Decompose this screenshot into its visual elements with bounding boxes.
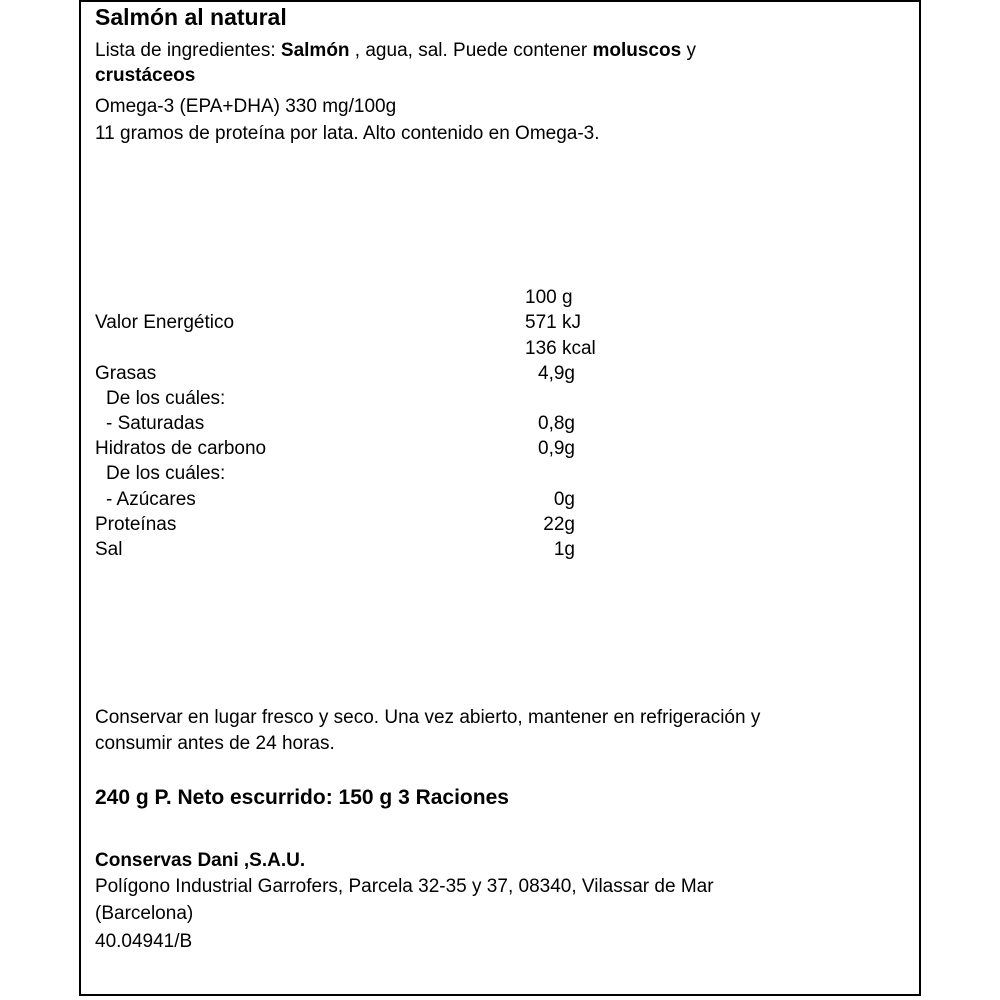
allergen-crustaceos: crustáceos <box>95 65 196 86</box>
ingredients-line <box>95 38 696 64</box>
energy-label: Valor Energético <box>95 312 235 333</box>
nutrient-label: De los cuáles: <box>106 463 226 484</box>
registry-code: 40.04941/B <box>95 931 193 952</box>
allergen-moluscos: moluscos <box>592 40 682 61</box>
ingredients-and: y <box>681 40 696 61</box>
nutrient-label: - Saturadas <box>106 413 205 434</box>
company-address-2: (Barcelona) <box>95 903 194 924</box>
product-title: Salmón al natural <box>95 4 287 30</box>
storage-line-1: Conservar en lugar fresco y seco. Una vez abierto, mantener en refrigeración y <box>95 707 761 728</box>
storage-line-2: consumir antes de 24 horas. <box>95 733 335 754</box>
nutrient-label: Sal <box>95 539 123 560</box>
nutrient-label: De los cuáles: <box>106 388 226 409</box>
company-address-1: Polígono Industrial Garrofers, Parcela 32-35 y 37, 08340, Vilassar de Mar <box>95 876 714 897</box>
nutrient-value: 0,9g <box>538 438 575 459</box>
company-name: Conservas Dani ,S.A.U. <box>95 850 306 871</box>
nutrient-value: 4,9g <box>538 363 575 384</box>
nutrient-label: Grasas <box>95 363 157 384</box>
net-weight: 240 g P. Neto escurrido: 150 g 3 Raciones <box>95 786 509 809</box>
ingredients-middle: , agua, sal. Puede contener <box>349 40 593 61</box>
protein-note: 11 gramos de proteína por lata. Alto contenido en Omega-3. <box>95 123 600 144</box>
nutrient-value: 0g <box>553 489 575 510</box>
nutrient-value: 22g <box>543 514 575 535</box>
nutrient-label: - Azúcares <box>106 489 196 510</box>
energy-kcal: 136 kcal <box>525 338 596 359</box>
nutrient-value: 0,8g <box>538 413 575 434</box>
ingredient-salmon: Salmón <box>280 40 350 61</box>
nutrient-label: Hidratos de carbono <box>95 438 267 459</box>
nutrition-header: 100 g <box>525 287 573 308</box>
energy-kj: 571 kJ <box>525 312 581 333</box>
omega-info: Omega-3 (EPA+DHA) 330 mg/100g <box>95 96 397 117</box>
nutrient-label: Proteínas <box>95 514 177 535</box>
nutrient-value: 1g <box>553 539 575 560</box>
ingredients-prefix: Lista de ingredientes: <box>95 40 281 61</box>
